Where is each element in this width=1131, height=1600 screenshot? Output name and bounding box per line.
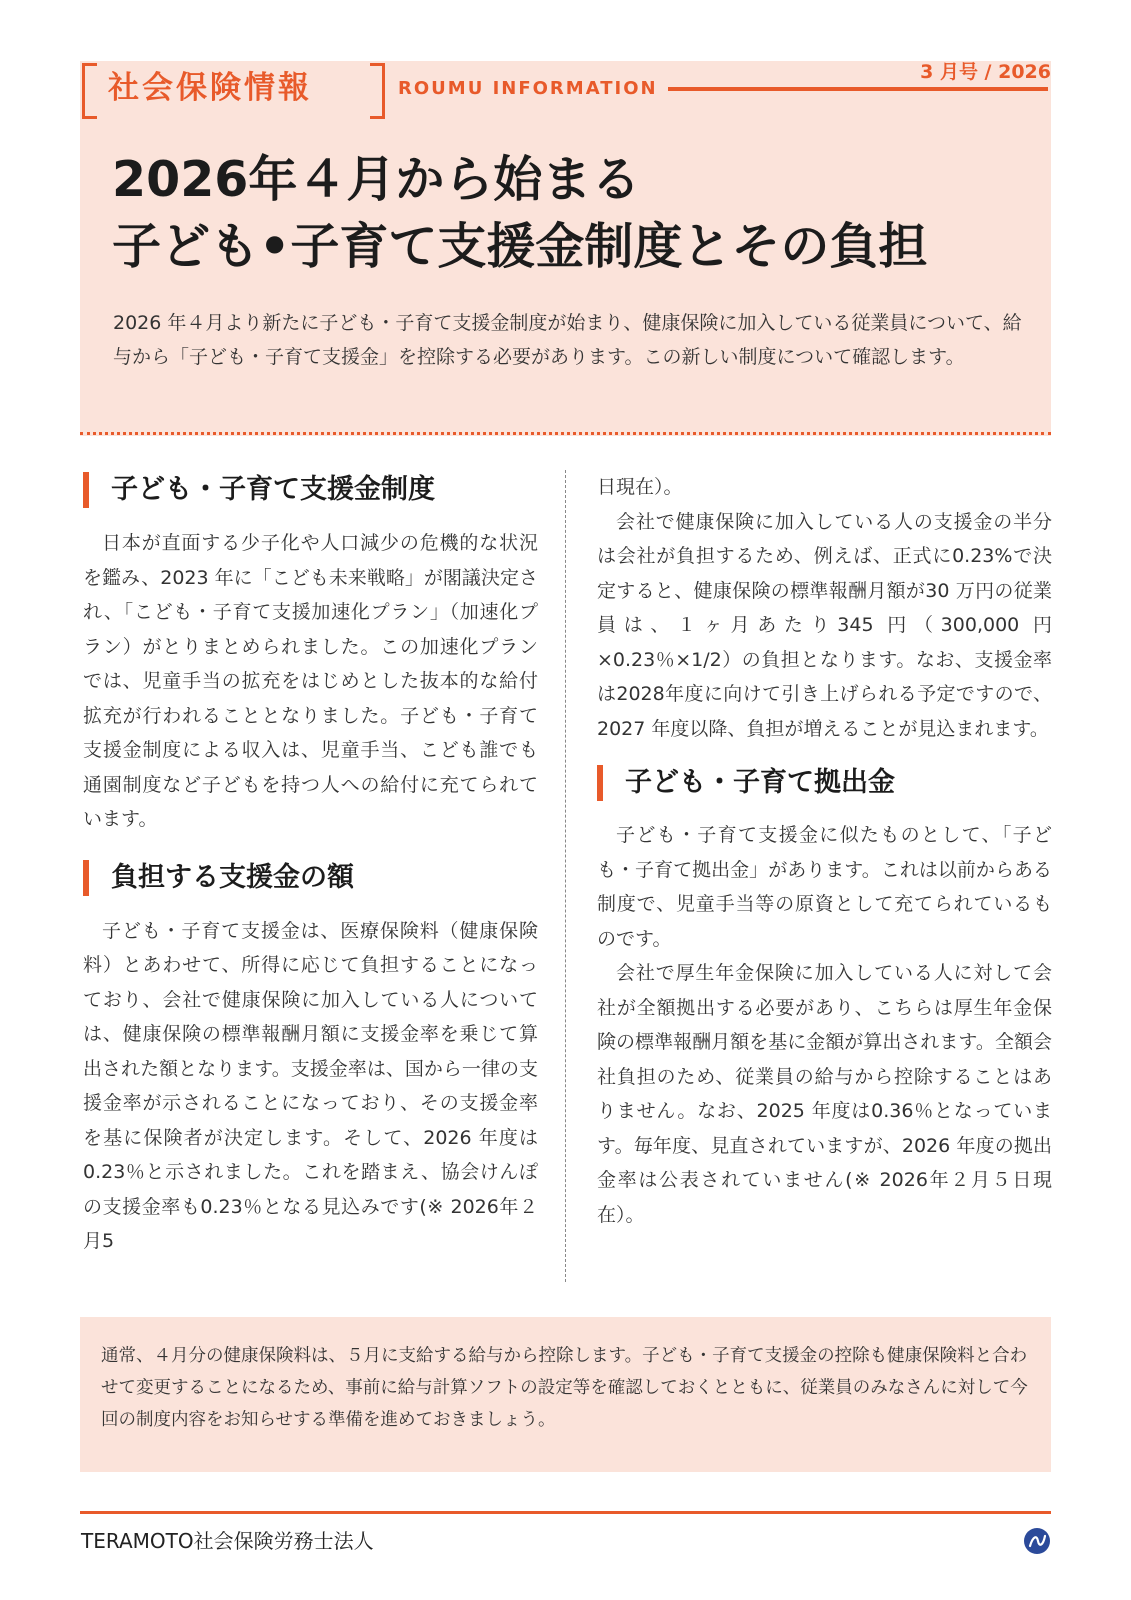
issue-label: 3 月号 / 2026 [920, 61, 1051, 83]
company-logo-icon [1023, 1527, 1051, 1555]
category-label: 社会保険情報 [108, 70, 312, 106]
title-line-2: 子ども•子育て支援金制度とその負担 [112, 218, 928, 275]
section-paragraph: 日本が直面する少子化や人口減少の危機的な状況を鑑み、2023 年に「こども未来戦略」が閣議決定され、「こども・子育て支援加速化プラン」（加速化プラン）がとりまとめられました。この加速化プランでは、児童手当の拡充をはじめとした抜本的な給付拡充が行われることとなりました。子ども・子育て支援金制度による収入は、児童手当、こども誰でも通園制度など子どもを持つ人への給付に充てられています。 [83, 532, 538, 830]
left-bracket [82, 63, 97, 119]
heading-accent-bar [83, 472, 89, 508]
heading-accent-bar [597, 765, 603, 801]
dotted-divider [80, 432, 1051, 435]
heading-accent-bar [83, 860, 89, 896]
footer-rule [80, 1511, 1051, 1514]
section-paragraph-continued: 日現在）。 [597, 476, 683, 498]
lead-paragraph: 2026 年４月より新たに子ども・子育て支援金制度が始まり、健康保険に加入している従業員について、給与から「子ども・子育て支援金」を控除する必要があります。この新しい制度について確認します。 [113, 312, 1022, 368]
page-title [112, 146, 927, 280]
section-heading [83, 858, 538, 898]
section-heading [597, 763, 1052, 803]
heading-text: 子ども・子育て拠出金 [625, 767, 895, 798]
heading-text: 子ども・子育て支援金制度 [111, 474, 435, 505]
header-rule [668, 87, 1048, 91]
note-text: 通常、４月分の健康保険料は、５月に支給する給与から控除します。子ども・子育て支援金の控除も健康保険料と合わせて変更することになるため、事前に給与計算ソフトの設定等を確認しておくとともに、従業員のみなさんに対して今回の制度内容をお知らせする準備を進めておきましょう。 [101, 1346, 1028, 1430]
section-paragraph: 会社で健康保険に加入している人の支援金の半分は会社が負担するため、例えば、正式に0.23%で決定すると、健康保険の標準報酬月額が30 万円の従業員は、１ヶ月あたり345 円（300,000 円×0.23％×1/2）の負担となります。なお、支援金率は2028年度に向けて引き上げられる予定ですので、2027 年度以降、負担が増えることが見込まれます。 [597, 510, 1052, 740]
section-paragraph: 子ども・子育て支援金に似たものとして、「子ども・子育て拠出金」があります。これは以前からある制度で、児童手当等の原資として充てられているものです。 [597, 824, 1052, 950]
heading-text: 負担する支援金の額 [111, 861, 354, 893]
right-bracket [370, 63, 385, 119]
section-paragraph: 会社で厚生年金保険に加入している人に対して会社が全額拠出する必要があり、こちらは厚生年金保険の標準報酬月額を基に金額が算出されます。全額会社負担のため、従業員の給与から控除することはありません。なお、2025 年度は0.36％となっています。毎年度、見直されていますが、2026 年度の拠出金率は公表されていません(※ 2026年２月５日現在）。 [597, 962, 1052, 1226]
left-column [83, 470, 538, 1259]
right-column [597, 470, 1052, 1232]
footer-company: TERAMOTO社会保険労務士法人 [81, 1529, 374, 1553]
column-divider [565, 470, 566, 1282]
section-paragraph: 子ども・子育て支援金は、医療保険料（健康保険料）とあわせて、所得に応じて負担することになっており、会社で健康保険に加入している人については、健康保険の標準報酬月額に支援金率を乗じて算出された額となります。支援金率は、国から一律の支援金率が示されることになっており、その支援金率を基に保険者が決定します。そして、2026 年度は0.23％と示されました。これを踏まえ、協会けんぽの支援金率も0.23％となる見込みです(※ 2026年２月5 [83, 919, 538, 1252]
title-line-1: 2026年４月から始まる [112, 151, 641, 208]
section-heading [83, 470, 538, 510]
category-en-label: ROUMU INFORMATION [398, 78, 658, 99]
